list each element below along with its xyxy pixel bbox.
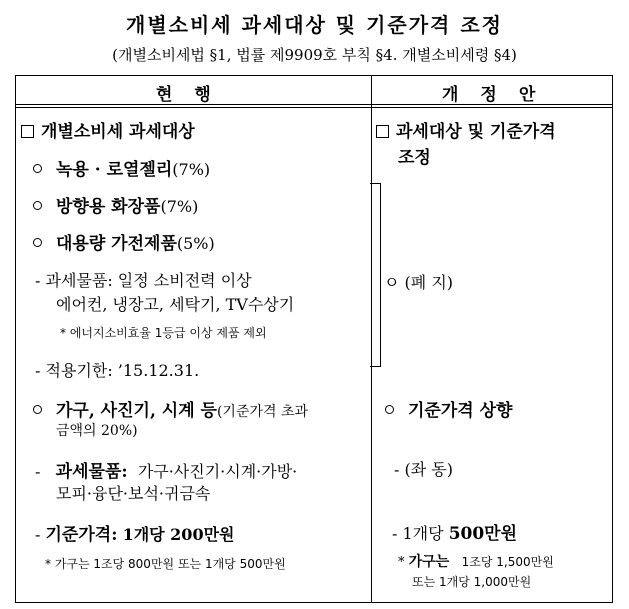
header-proposed: 개정안 bbox=[442, 85, 558, 105]
circle-bullet-icon bbox=[33, 201, 42, 210]
abolish-text: ㅇ (폐 지) bbox=[384, 273, 454, 292]
goods-line-2: 모피·융단·보석·귀금속 bbox=[56, 484, 211, 503]
header-divider-double bbox=[16, 107, 612, 108]
taxable-goods-line-2: 에어컨, 냉장고, 세탁기, TV수상기 bbox=[56, 295, 295, 314]
current-section: 개별소비세 과세대상 bbox=[21, 117, 195, 142]
efficiency-note: * 에너지소비효율 1등급 이상 제품 제외 bbox=[60, 326, 267, 340]
same-as-left: - (좌 동) bbox=[394, 460, 453, 479]
checkbox-square-icon bbox=[376, 125, 389, 138]
current-item-3: 대용량 가전제품(5%) bbox=[33, 229, 215, 254]
proposed-section-line-2: 조정 bbox=[398, 148, 431, 168]
raise-base-price: 기준가격 상향 bbox=[385, 396, 512, 421]
circle-bullet-icon bbox=[33, 405, 42, 414]
taxable-goods-line-1: - 과세물품: 일정 소비전력 이상 bbox=[35, 271, 252, 290]
checkbox-square-icon bbox=[21, 125, 34, 138]
current-item-1: 녹용 · 로열젤리(7%) bbox=[33, 155, 210, 180]
circle-bullet-icon bbox=[33, 164, 42, 173]
page-title: 개별소비세 과세대상 및 기준가격 조정 bbox=[126, 13, 503, 37]
application-period: - 적용기한: ’15.12.31. bbox=[35, 361, 200, 380]
current-item-4: 가구, 사진기, 시계 등(기준가격 초과 bbox=[33, 396, 308, 421]
page-subtitle: (개별소비세법 §1, 법률 제9909호 부칙 §4. 개별소비세령 §4) bbox=[112, 46, 517, 64]
goods-line-1: - 과세물품: 가구·사진기·시계·가방· bbox=[35, 462, 298, 482]
proposed-section: 과세대상 및 기준가격 bbox=[376, 117, 556, 142]
circle-bullet-icon bbox=[33, 238, 42, 247]
base-price-note: * 가구는 1조당 800만원 또는 1개당 500만원 bbox=[45, 557, 286, 571]
base-price-line: - 기준가격: 1개당 200만원 bbox=[35, 525, 235, 545]
current-item-4-rate: 금액의 20%) bbox=[56, 423, 138, 439]
header-current: 현행 bbox=[156, 85, 233, 105]
new-base-price: - 1개당 500만원 bbox=[392, 524, 518, 544]
furniture-note-line-2: 또는 1개당 1,000만원 bbox=[412, 575, 532, 589]
comparison-table bbox=[15, 75, 613, 603]
range-bracket bbox=[370, 183, 381, 367]
furniture-note-line-1: * 가구는 1조당 1,500만원 bbox=[398, 554, 554, 570]
current-item-2: 방향용 화장품(7%) bbox=[33, 192, 198, 217]
circle-bullet-icon bbox=[385, 405, 394, 414]
